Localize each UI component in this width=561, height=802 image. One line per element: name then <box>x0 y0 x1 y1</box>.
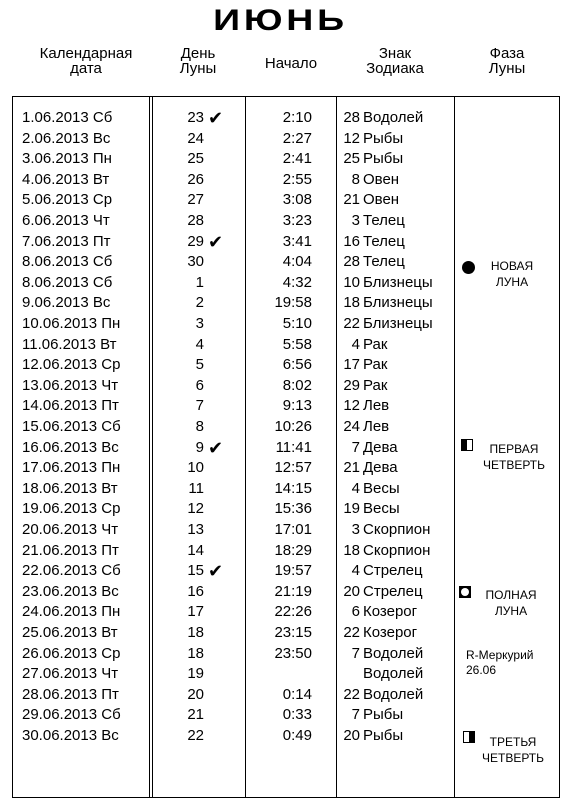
zodiac-sign-cell: Близнецы <box>363 315 433 332</box>
table-row <box>0 129 561 150</box>
table-row <box>0 417 561 438</box>
zodiac-degree-cell: 21 <box>343 459 360 477</box>
table-row <box>0 252 561 273</box>
start-time-cell: 4:04 <box>282 253 312 271</box>
zodiac-degree-cell: 7 <box>351 706 360 724</box>
table-row <box>0 273 561 294</box>
phase-label: ПЕРВАЯ <box>489 442 539 456</box>
table-row <box>0 190 561 211</box>
date-cell: 19.06.2013 Ср <box>22 500 121 518</box>
date-cell: 6.06.2013 Чт <box>22 212 110 229</box>
zodiac-sign-cell: Водолей <box>363 665 424 683</box>
header-lunar-day: День Луны <box>179 45 217 77</box>
table-row <box>0 170 561 191</box>
table-row <box>0 211 561 232</box>
zodiac-sign-cell: Рыбы <box>363 129 404 147</box>
date-cell: 20.06.2013 Чт <box>22 521 119 538</box>
start-time-cell: 2:55 <box>282 170 312 188</box>
zodiac-sign-cell: Скорпион <box>363 521 431 538</box>
zodiac-degree-cell: 24 <box>343 418 360 435</box>
zodiac-degree-cell: 28 <box>343 109 360 126</box>
zodiac-sign-cell: Весы <box>363 500 400 518</box>
date-cell: 3.06.2013 Пн <box>22 150 112 168</box>
table-row <box>0 355 561 376</box>
start-time-cell: 15:36 <box>274 500 312 518</box>
lunar-day-cell: 2 <box>195 294 204 312</box>
start-time-cell: 2:27 <box>282 129 312 147</box>
table-row <box>0 602 561 623</box>
phase-label: ЛУНА <box>494 604 528 618</box>
start-time-cell: 23:15 <box>274 624 312 641</box>
start-time-cell: 21:19 <box>274 582 312 600</box>
zodiac-sign-cell: Скорпион <box>363 541 431 559</box>
zodiac-degree-cell: 17 <box>343 356 360 374</box>
date-cell: 26.06.2013 Ср <box>22 644 121 662</box>
zodiac-degree-cell: 10 <box>343 273 360 291</box>
table-row <box>0 149 561 170</box>
lunar-day-cell: 18 <box>187 644 204 662</box>
zodiac-sign-cell: Козерог <box>363 603 418 621</box>
zodiac-sign-cell: Лев <box>363 397 390 415</box>
note-label: R-Меркурий <box>466 648 534 662</box>
first-quarter-icon <box>461 439 473 451</box>
date-cell: 9.06.2013 Вс <box>22 294 111 312</box>
zodiac-degree-cell: 6 <box>351 603 360 621</box>
zodiac-sign-cell: Близнецы <box>363 273 433 291</box>
header-phase: Фаза Луны <box>488 45 526 77</box>
table-row <box>0 335 561 356</box>
date-cell: 30.06.2013 Вс <box>22 727 119 744</box>
zodiac-sign-cell: Рыбы <box>363 727 404 744</box>
zodiac-degree-cell: 8 <box>351 170 360 188</box>
phase-first-quarter <box>476 441 552 473</box>
date-cell: 8.06.2013 Сб <box>22 253 113 271</box>
lunar-day-cell: 25 <box>187 150 204 168</box>
start-time-cell: 2:10 <box>282 109 312 126</box>
start-time-cell: 0:33 <box>282 706 312 724</box>
date-cell: 25.06.2013 Вт <box>22 624 118 641</box>
date-cell: 11.06.2013 Вт <box>22 335 117 353</box>
mercury-retrograde-note <box>466 648 533 678</box>
check-mark-icon: ✔ <box>208 231 224 252</box>
date-cell: 5.06.2013 Ср <box>22 191 113 209</box>
zodiac-sign-cell: Рак <box>363 356 388 374</box>
lunar-day-cell: 4 <box>195 335 204 353</box>
start-time-cell: 0:14 <box>282 685 312 703</box>
zodiac-degree-cell: 28 <box>343 253 360 271</box>
zodiac-sign-cell: Рак <box>363 335 388 353</box>
zodiac-degree-cell: 3 <box>351 212 360 229</box>
phase-full-moon <box>478 587 544 619</box>
lunar-day-cell: 13 <box>187 521 204 538</box>
start-time-cell: 3:41 <box>282 232 312 250</box>
start-time-cell: 22:26 <box>274 603 312 621</box>
phase-label: ЛУНА <box>495 275 529 289</box>
phase-new-moon <box>482 258 542 290</box>
start-time-cell: 14:15 <box>274 479 312 497</box>
zodiac-sign-cell: Весы <box>363 479 400 497</box>
date-cell: 22.06.2013 Сб <box>22 562 121 580</box>
check-mark-icon: ✔ <box>208 561 224 582</box>
table-row <box>0 396 561 417</box>
zodiac-degree-cell: 29 <box>343 376 360 394</box>
start-time-cell: 3:08 <box>282 191 312 209</box>
lunar-day-cell: 27 <box>187 191 204 209</box>
phase-label: ЧЕТВЕРТЬ <box>482 458 545 472</box>
table-row <box>0 108 561 129</box>
lunar-day-cell: 1 <box>195 273 204 291</box>
lunar-day-cell: 11 <box>188 479 204 497</box>
zodiac-degree-cell: 16 <box>343 232 360 250</box>
lunar-day-cell: 30 <box>187 253 204 271</box>
zodiac-sign-cell: Водолей <box>363 685 424 703</box>
lunar-day-cell: 10 <box>187 459 204 477</box>
zodiac-degree-cell: 7 <box>351 438 360 456</box>
table-row <box>0 705 561 726</box>
start-time-cell: 6:56 <box>282 356 312 374</box>
start-time-cell: 2:41 <box>282 150 312 168</box>
table-row <box>0 582 561 603</box>
page-title: ИЮНЬ <box>213 4 348 37</box>
zodiac-sign-cell: Дева <box>363 438 398 456</box>
zodiac-degree-cell: 3 <box>351 521 360 538</box>
phase-label: ЧЕТВЕРТЬ <box>481 751 544 765</box>
date-cell: 15.06.2013 Сб <box>22 418 121 435</box>
zodiac-degree-cell: 18 <box>343 541 360 559</box>
table-row <box>0 623 561 644</box>
date-cell: 17.06.2013 Пн <box>22 459 121 477</box>
start-time-cell: 19:57 <box>274 562 312 580</box>
lunar-day-cell: 8 <box>195 418 204 435</box>
check-mark-icon: ✔ <box>208 108 224 128</box>
date-cell: 2.06.2013 Вс <box>22 129 111 147</box>
start-time-cell: 5:58 <box>282 335 312 353</box>
date-cell: 21.06.2013 Пт <box>22 541 119 559</box>
lunar-day-cell: 20 <box>187 685 204 703</box>
date-cell: 10.06.2013 Пн <box>22 315 121 332</box>
zodiac-sign-cell: Стрелец <box>363 562 423 580</box>
lunar-day-cell: 18 <box>187 624 204 641</box>
zodiac-degree-cell: 20 <box>343 727 360 744</box>
lunar-day-cell: 19 <box>187 665 204 683</box>
zodiac-sign-cell: Телец <box>363 253 405 271</box>
phase-third-quarter <box>475 734 551 766</box>
phase-label: НОВАЯ <box>490 259 534 273</box>
zodiac-degree-cell: 18 <box>343 294 360 312</box>
date-cell: 23.06.2013 Вс <box>22 582 119 600</box>
note-date: 26.06 <box>466 663 497 677</box>
table-row <box>0 314 561 335</box>
zodiac-sign-cell: Козерог <box>363 624 418 641</box>
date-cell: 16.06.2013 Вс <box>22 438 119 456</box>
start-time-cell: 8:02 <box>282 376 312 394</box>
zodiac-sign-cell: Рак <box>363 376 388 394</box>
date-cell: 18.06.2013 Вт <box>22 479 118 497</box>
header-date: Календарная дата <box>39 45 133 77</box>
lunar-day-cell: 28 <box>187 212 204 229</box>
full-moon-icon <box>459 586 471 598</box>
lunar-day-cell: 3 <box>195 315 204 332</box>
date-cell: 24.06.2013 Пн <box>22 603 121 621</box>
zodiac-degree-cell: 12 <box>343 129 360 147</box>
zodiac-degree-cell: 12 <box>343 397 360 415</box>
start-time-cell: 19:58 <box>274 294 312 312</box>
zodiac-sign-cell: Рыбы <box>363 150 404 168</box>
start-time-cell: 9:13 <box>282 397 312 415</box>
table-row <box>0 685 561 706</box>
zodiac-degree-cell: 20 <box>343 582 360 600</box>
header-zodiac: Знак Зодиака <box>366 45 424 77</box>
table-row <box>0 541 561 562</box>
start-time-cell: 4:32 <box>282 273 312 291</box>
date-cell: 12.06.2013 Ср <box>22 356 121 374</box>
lunar-day-cell: 14 <box>187 541 204 559</box>
lunar-day-cell: 17 <box>187 603 204 621</box>
table-row <box>0 520 561 541</box>
lunar-day-cell: 23 <box>187 109 204 126</box>
zodiac-degree-cell: 25 <box>343 150 360 168</box>
header-start: Начало <box>264 55 318 72</box>
lunar-day-cell: 29 <box>187 232 204 250</box>
table-row <box>0 376 561 397</box>
lunar-day-cell: 9 <box>195 438 204 456</box>
date-cell: 13.06.2013 Чт <box>22 376 119 394</box>
zodiac-degree-cell: 22 <box>343 315 360 332</box>
zodiac-degree-cell: 7 <box>351 644 360 662</box>
lunar-day-cell: 24 <box>187 129 204 147</box>
table-row <box>0 479 561 500</box>
lunar-day-cell: 16 <box>187 582 204 600</box>
zodiac-sign-cell: Овен <box>363 191 400 209</box>
zodiac-degree-cell: 19 <box>343 500 360 518</box>
date-cell: 28.06.2013 Пт <box>22 685 119 703</box>
zodiac-sign-cell: Водолей <box>363 109 424 126</box>
zodiac-sign-cell: Телец <box>363 232 405 250</box>
zodiac-sign-cell: Лев <box>363 418 390 435</box>
lunar-day-cell: 12 <box>187 500 204 518</box>
zodiac-degree-cell: 22 <box>343 624 360 641</box>
start-time-cell: 11:41 <box>275 438 312 456</box>
zodiac-sign-cell: Рыбы <box>363 706 404 724</box>
start-time-cell: 12:57 <box>274 459 312 477</box>
start-time-cell: 23:50 <box>274 644 312 662</box>
date-cell: 8.06.2013 Сб <box>22 273 113 291</box>
zodiac-sign-cell: Дева <box>363 459 398 477</box>
lunar-day-cell: 26 <box>187 170 204 188</box>
zodiac-degree-cell: 4 <box>351 479 360 497</box>
lunar-day-cell: 7 <box>195 397 204 415</box>
phase-label: ТРЕТЬЯ <box>489 735 537 749</box>
lunar-day-cell: 15 <box>187 562 204 580</box>
start-time-cell: 10:26 <box>274 418 312 435</box>
check-mark-icon: ✔ <box>208 437 224 458</box>
date-cell: 4.06.2013 Вт <box>22 170 110 188</box>
zodiac-sign-cell: Стрелец <box>363 582 423 600</box>
zodiac-sign-cell: Близнецы <box>363 294 433 312</box>
date-cell: 29.06.2013 Сб <box>22 706 121 724</box>
third-quarter-icon <box>463 731 475 743</box>
zodiac-sign-cell: Овен <box>363 170 400 188</box>
start-time-cell: 5:10 <box>282 315 312 332</box>
start-time-cell: 18:29 <box>274 541 312 559</box>
zodiac-sign-cell: Телец <box>363 212 405 229</box>
table-row <box>0 499 561 520</box>
new-moon-icon <box>462 261 475 274</box>
table-row <box>0 561 561 582</box>
lunar-day-cell: 6 <box>195 376 204 394</box>
table-row <box>0 232 561 253</box>
zodiac-degree-cell: 21 <box>343 191 360 209</box>
phase-label: ПОЛНАЯ <box>485 588 537 602</box>
date-cell: 27.06.2013 Чт <box>22 665 119 683</box>
date-cell: 14.06.2013 Пт <box>22 397 119 415</box>
date-cell: 7.06.2013 Пт <box>22 232 111 250</box>
zodiac-degree-cell: 4 <box>351 335 360 353</box>
zodiac-degree-cell: 22 <box>343 685 360 703</box>
zodiac-degree-cell: 4 <box>351 562 360 580</box>
start-time-cell: 17:01 <box>274 521 312 538</box>
lunar-day-cell: 5 <box>195 356 204 374</box>
date-cell: 1.06.2013 Сб <box>22 109 113 126</box>
zodiac-sign-cell: Водолей <box>363 644 424 662</box>
table-row <box>0 293 561 314</box>
start-time-cell: 0:49 <box>282 727 312 744</box>
lunar-day-cell: 22 <box>187 727 204 744</box>
start-time-cell: 3:23 <box>282 212 312 229</box>
lunar-day-cell: 21 <box>187 706 204 724</box>
